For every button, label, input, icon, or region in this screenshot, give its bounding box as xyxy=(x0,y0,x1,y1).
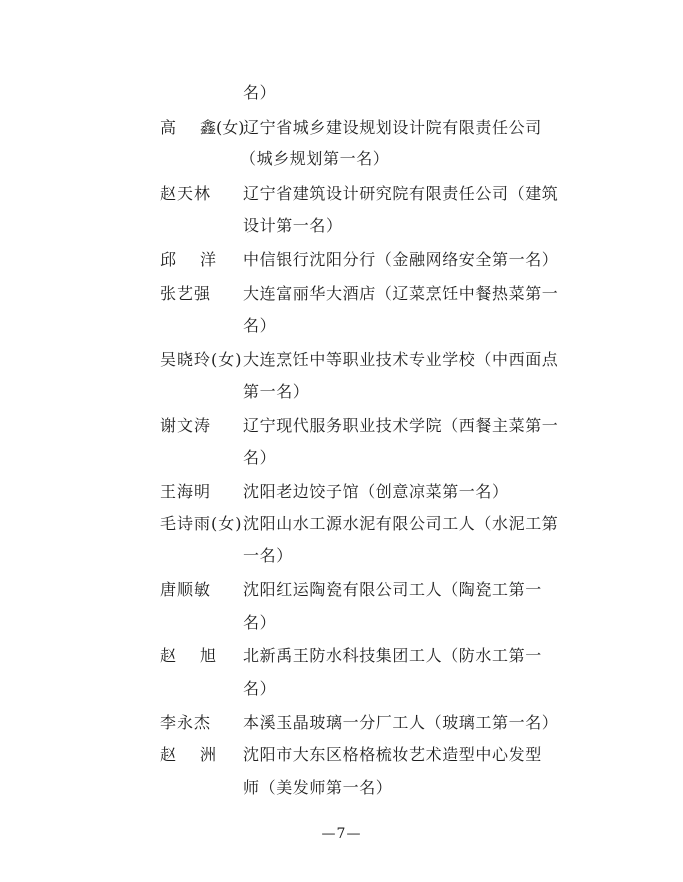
person-name: 赵天林 xyxy=(160,184,212,203)
entry-line: 沈阳老边饺子馆（创意凉菜第一名） xyxy=(243,482,509,501)
person-name: 王海明 xyxy=(160,482,212,501)
person-name: 赵 洲 xyxy=(160,745,217,764)
entry-line: 辽宁省建筑设计研究院有限责任公司（建筑 xyxy=(243,184,559,203)
entry-line: 一名） xyxy=(243,546,293,565)
person-name: 邱 洋 xyxy=(160,250,217,269)
entry-line: 沈阳山水工源水泥有限公司工人（水泥工第 xyxy=(243,514,559,533)
person-name: 谢文涛 xyxy=(160,416,212,435)
entry-line: 大连富丽华大酒店（辽菜烹饪中餐热菜第一 xyxy=(243,284,559,303)
entry-line: 名） xyxy=(243,316,277,335)
entry-line: 名） xyxy=(243,448,277,467)
entry-line: 大连烹饪中等职业技术专业学校（中西面点 xyxy=(243,350,559,369)
page-number: —7— xyxy=(321,826,362,842)
entry-line: 中信银行沈阳分行（金融网络安全第一名） xyxy=(243,250,559,269)
person-name: 赵 旭 xyxy=(160,646,217,665)
entry-line: 本溪玉晶玻璃一分厂工人（玻璃工第一名） xyxy=(243,713,559,732)
entry-line: 沈阳市大东区格格梳妆艺术造型中心发型 xyxy=(243,745,542,764)
entry-line: 名） xyxy=(243,679,277,698)
entry-line: （城乡规划第一名） xyxy=(240,149,390,168)
person-name: 毛诗雨(女) xyxy=(160,514,243,533)
entry-line: 辽宁现代服务职业技术学院（西餐主菜第一 xyxy=(243,416,559,435)
entry-line: 辽宁省城乡建设规划设计院有限责任公司 xyxy=(243,118,542,137)
entry-line: 北新禹王防水科技集团工人（防水工第一 xyxy=(243,646,542,665)
entry-line: 名） xyxy=(243,83,277,102)
person-name: 李永杰 xyxy=(160,713,212,732)
entry-line: 第一名） xyxy=(243,382,310,401)
person-name: 唐顺敏 xyxy=(160,580,212,599)
entry-line: 师（美发师第一名） xyxy=(243,778,393,797)
person-name: 张艺强 xyxy=(160,284,212,303)
entry-line: 沈阳红运陶瓷有限公司工人（陶瓷工第一 xyxy=(243,580,542,599)
person-name: 高 鑫(女) xyxy=(160,118,245,137)
person-name: 吴晓玲(女) xyxy=(160,350,243,369)
entry-line: 名） xyxy=(243,613,277,632)
entry-line: 设计第一名） xyxy=(243,216,343,235)
